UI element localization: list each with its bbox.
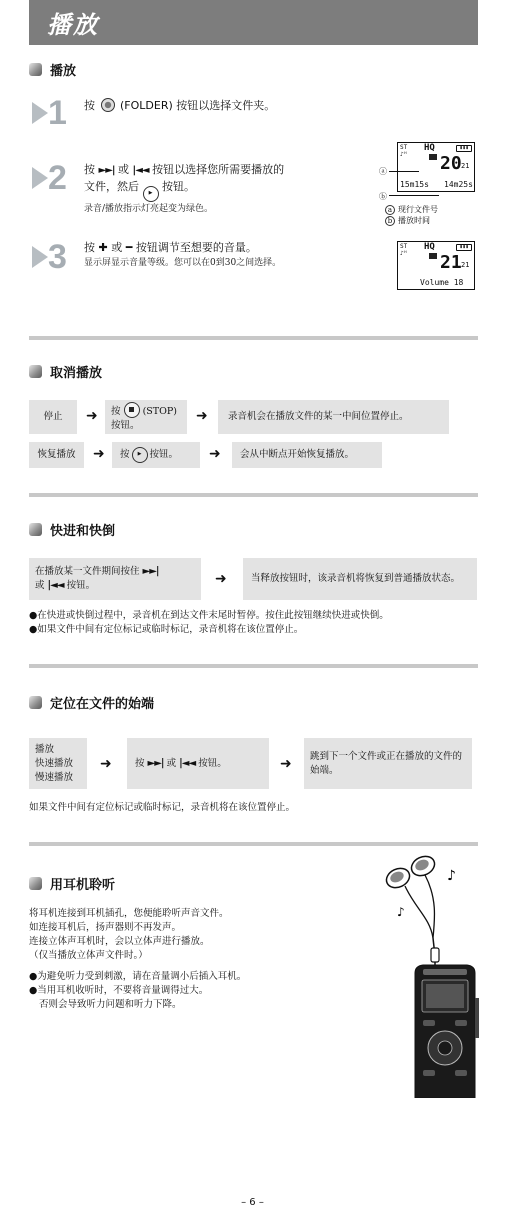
marker-b-line — [389, 195, 439, 196]
battery-icon: ▮▮▮ — [456, 244, 472, 251]
section-title: 用耳机聆听 — [50, 878, 116, 893]
step-arrow-icon — [32, 246, 48, 268]
play-ok-button-icon: ▶ — [143, 186, 159, 202]
folder-button-icon — [101, 98, 115, 112]
folder-icon — [429, 154, 437, 160]
arrow-icon: ➜ — [209, 446, 221, 462]
section-title: 定位在文件的始端 — [50, 697, 155, 712]
section-heading-cancel — [29, 362, 102, 381]
locate-note: 如果文件中间有定位标记或临时标记，录音机将在该位置停止。 — [29, 802, 296, 813]
next-track-icon: ►►| — [142, 566, 159, 577]
page-title: 播放 — [47, 11, 99, 39]
ffrew-result-box: 当释放按钮时，该录音机将恢复到普通播放状态。 — [243, 558, 477, 600]
stop-button-icon — [124, 402, 140, 418]
step-arrow-icon — [32, 102, 48, 124]
step-arrow-icon — [32, 167, 48, 189]
locate-result-box: 跳到下一个文件或正在播放的文件的始端。 — [304, 738, 472, 789]
step-1-text: 按 (FOLDER) 按钮以选择文件夹。 — [84, 99, 276, 112]
music-note-icon: ♪ — [447, 868, 456, 884]
section-divider — [29, 493, 478, 497]
earphone-recorder-illustration — [375, 848, 480, 1098]
step-3-subtext: 显示屏显示音量等级。您可以在0到30之间选择。 — [84, 258, 282, 268]
section-divider — [29, 664, 478, 668]
lcd-total-files: 21 — [461, 162, 470, 170]
earphone-paragraph: 将耳机连接到耳机插孔，您便能聆听声音文件。 如连接耳机后，扬声器则不再发声。 连接立体声耳机时，会以立体声进行播放。 （仅当播放立体声文件时。） — [29, 908, 229, 961]
lcd-elapsed-time: 15m15s — [400, 180, 429, 189]
stereo-mic-icon: ST ♪ᴴ — [400, 144, 408, 158]
lcd-current-file-number: 21 — [440, 252, 462, 273]
section-square-icon — [29, 365, 42, 378]
lcd-mode: HQ — [424, 242, 435, 252]
step-3-marker — [32, 240, 67, 274]
note-item: 否则会导致听力问题和听力下降。 — [39, 999, 182, 1010]
ffrew-press-box: 在播放某一文件期间按住 ►►| 或 |◄◄ 按钮。 — [29, 558, 201, 600]
lcd-display-volume — [397, 241, 475, 290]
lcd-mode: HQ — [424, 143, 435, 153]
volume-minus-icon: ━ — [125, 241, 133, 254]
recorder-icon — [415, 965, 479, 1098]
lcd-legend — [385, 204, 438, 226]
earphone-bullets — [29, 970, 359, 1012]
marker-b-icon: ⓑ — [379, 192, 387, 201]
arrow-icon: ➜ — [86, 408, 98, 424]
section-title: 取消播放 — [50, 366, 103, 381]
section-square-icon — [29, 877, 42, 890]
lcd-volume-level: Volume 18 — [420, 278, 464, 287]
stop-label-box: 停止 — [29, 400, 77, 434]
note-item: ●如果文件中间有定位标记或临时标记，录音机将在该位置停止。 — [29, 624, 304, 635]
section-heading-locate — [29, 693, 154, 712]
prev-track-icon: |◄◄ — [47, 580, 64, 591]
step-number: 3 — [48, 238, 67, 276]
press-stop-box: 按 (STOP) 按钮。 — [105, 400, 187, 434]
page-number: – 6 – — [241, 1197, 264, 1208]
earbud-right-icon — [408, 853, 437, 879]
lcd-current-file-number: 20 — [440, 153, 462, 174]
prev-track-icon: |◄◄ — [132, 165, 149, 176]
arrow-icon: ➜ — [100, 756, 112, 772]
locate-modes-box: 播放 快速播放 慢速播放 — [29, 738, 87, 789]
legend-item: b 播放时间 — [385, 215, 438, 226]
lcd-total-files: 21 — [461, 261, 470, 269]
folder-icon — [429, 253, 437, 259]
arrow-icon: ➜ — [93, 446, 105, 462]
locate-press-box: 按 ►►| 或 |◄◄ 按钮。 — [127, 738, 269, 789]
play-ok-button-icon: ▶ — [132, 447, 148, 463]
section-title: 播放 — [50, 64, 77, 79]
stop-result-box: 录音机会在播放文件的某一中间位置停止。 — [218, 400, 449, 434]
arrow-icon: ➜ — [196, 408, 208, 424]
arrow-icon: ➜ — [215, 571, 227, 587]
section-title: 快进和快倒 — [50, 524, 116, 539]
step-1-marker — [32, 96, 67, 130]
resume-result-box: 会从中断点开始恢复播放。 — [232, 442, 382, 468]
plug-icon — [431, 948, 439, 962]
resume-label-box: 恢复播放 — [29, 442, 84, 468]
section-square-icon — [29, 63, 42, 76]
marker-a-line — [389, 171, 419, 172]
ffrew-notes — [29, 609, 478, 637]
step-3-text: 按 ✚ 或 ━ 按钮调节至想要的音量。 显示屏显示音量等级。您可以在0到30之间选择。 — [84, 240, 374, 270]
music-note-icon: ♪ — [397, 905, 405, 919]
lcd-display-file — [397, 142, 475, 192]
note-item: ●在快进或快倒过程中，录音机在到达文件末尾时暂停。按住此按钮继续快进或快倒。 — [29, 610, 389, 621]
section-divider — [29, 336, 478, 340]
volume-plus-icon: ✚ — [98, 241, 108, 254]
stereo-mic-icon: ST ♪ᴴ — [400, 243, 408, 257]
note-item: ●当用耳机收听时，不要将音量调得过大。 — [29, 985, 209, 996]
legend-item: a 现行文件号 — [385, 204, 438, 215]
section-heading-ffrew — [29, 520, 115, 539]
next-track-icon: ►►| — [147, 757, 164, 769]
prev-track-icon: |◄◄ — [179, 757, 196, 769]
section-divider — [29, 842, 478, 846]
step-2-subtext: 录音/播放指示灯亮起变为绿色。 — [84, 204, 214, 214]
step-number: 2 — [48, 159, 67, 197]
step-2-text: 按 ►►| 或 |◄◄ 按钮以选择您所需要播放的 文件，然后 ▶ 按钮。 录音/播放指示灯亮起变为绿色。 — [84, 162, 374, 216]
earbud-left-icon — [383, 865, 412, 891]
step-number: 1 — [48, 94, 67, 132]
section-square-icon — [29, 523, 42, 536]
next-track-icon: ►►| — [98, 165, 115, 176]
lcd-remaining-time: 14m25s — [444, 180, 473, 189]
section-heading-play — [29, 60, 76, 79]
press-play-box: 按 ▶ 按钮。 — [112, 442, 200, 468]
section-heading-earphone — [29, 874, 115, 893]
step-2-marker — [32, 161, 67, 195]
arrow-icon: ➜ — [280, 756, 292, 772]
section-square-icon — [29, 696, 42, 709]
note-item: ●为避免听力受到刺激，请在音量调小后插入耳机。 — [29, 971, 247, 982]
header-bar — [29, 0, 478, 45]
marker-a-icon: ⓐ — [379, 167, 387, 176]
battery-icon: ▮▮▮ — [456, 145, 472, 152]
